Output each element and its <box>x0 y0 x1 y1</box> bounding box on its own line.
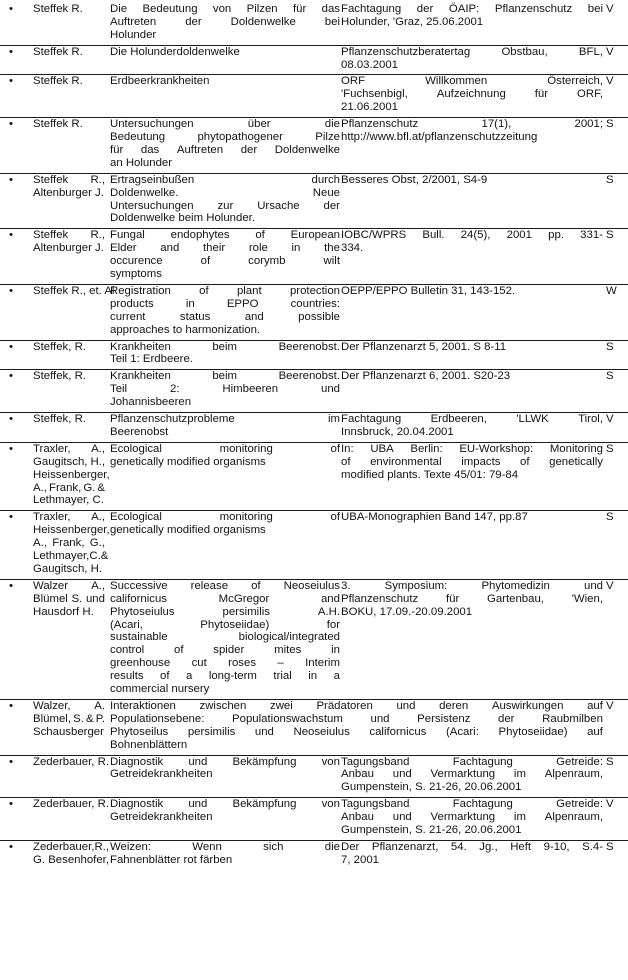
title-cell-line: products in EPPO countries: <box>110 297 340 310</box>
bullet-icon: • <box>9 511 13 524</box>
author-cell <box>33 700 105 739</box>
author-cell-line: Heissenberger, <box>33 524 110 537</box>
source-cell-line: Besseres Obst, 2/2001, S4-9 <box>341 173 488 186</box>
title-cell <box>110 118 340 170</box>
type-code: S <box>606 840 614 853</box>
author-cell-line: Steffek R. <box>33 45 83 58</box>
source-cell-line: Innsbruck, 20.04.2001 <box>341 425 454 438</box>
author-cell <box>33 118 105 131</box>
source-cell-line: modified plants. Texte 45/01: 79-84 <box>341 468 519 481</box>
title-cell-line: Holunder <box>110 28 157 41</box>
author-cell-line: Lethmayer, C. <box>33 494 104 507</box>
source-cell-line: 08.03.2001 <box>341 58 399 71</box>
type-code: V <box>606 798 614 811</box>
publication-entry <box>0 174 628 230</box>
author-cell-line: A., Frank, G. & <box>33 481 105 494</box>
author-cell <box>33 840 109 867</box>
title-cell-line: Populationsebene: Populationswachstum und Persistenz der Raubmilben <box>110 712 603 725</box>
type-code: V <box>606 75 614 88</box>
source-cell-line: Fachtagung der ÖAIP: Pflanzenschutz bei <box>341 3 603 15</box>
bullet-icon: • <box>9 370 13 383</box>
title-cell <box>110 174 340 226</box>
source-cell-line: of environmental impacts of genetically <box>341 455 603 468</box>
source-cell-line: 'Fuchsenbigl, Aufzeichnung für ORF, <box>341 88 603 101</box>
title-cell <box>110 580 340 696</box>
publication-entry <box>0 75 628 118</box>
author-cell-line: Altenburger J. <box>33 186 104 199</box>
title-cell-line: Phytoseilus persimilis und Neoseiulus californicus (Acari: Phytoseiidae) auf <box>110 725 603 738</box>
publication-entry <box>0 413 628 443</box>
source-cell-line: OEPP/EPPO Bulletin 31, 143-152. <box>341 284 516 297</box>
author-cell-line: Steffek, R. <box>33 413 86 426</box>
bullet-icon: • <box>9 579 13 592</box>
bullet-icon: • <box>9 173 13 186</box>
source-cell <box>341 341 603 354</box>
bullet-icon: • <box>9 284 13 297</box>
bullet-icon: • <box>9 340 13 353</box>
author-cell <box>33 413 105 426</box>
bullet-icon: • <box>9 699 13 712</box>
title-cell-line: genetically modified organisms <box>110 524 266 537</box>
bullet-icon: • <box>9 45 13 58</box>
author-cell-line: Steffek R., et. Al <box>33 284 115 297</box>
title-cell-line: Teil 2: Himbeeren und <box>110 383 340 396</box>
author-cell-line: A., Frank, G., <box>33 537 105 550</box>
title-cell-line: an Holunder <box>110 156 173 169</box>
source-cell-line: 334. <box>341 242 364 255</box>
author-cell-line: Hausdorf H. <box>33 605 94 618</box>
title-cell <box>110 700 603 752</box>
source-cell-line: Tagungsband Fachtagung Getreide: <box>341 755 603 768</box>
author-cell-line: Steffek R. <box>33 118 83 131</box>
publication-entry <box>0 841 628 870</box>
author-cell-line: Traxler, A., <box>33 511 105 524</box>
title-cell-line: sustainable biological/integrated <box>110 631 340 644</box>
title-cell <box>110 841 340 867</box>
author-cell-line: Heissenberger, <box>33 468 110 481</box>
source-cell-line: 3. Symposium: Phytomedizin und <box>341 579 603 592</box>
source-cell-line: UBA-Monographien Band 147, pp.87 <box>341 511 528 524</box>
source-cell-line: 21.06.2001 <box>341 101 399 114</box>
title-cell-line: Getreidekrankheiten <box>110 768 213 781</box>
publication-list <box>0 3 628 870</box>
author-cell-line: Traxler, A., <box>33 442 105 455</box>
title-cell-line: commercial nursery <box>110 683 210 696</box>
author-cell <box>33 284 115 298</box>
source-cell-line: Der Pflanzenarzt 6, 2001. S20-23 <box>341 370 511 383</box>
title-cell-line: results of a long-term trial in a <box>110 670 340 683</box>
title-cell-line: Getreidekrankheiten <box>110 811 213 824</box>
publication-entry <box>0 756 628 799</box>
source-cell-line: Fachtagung Erdbeeren, 'LLWK Tirol, <box>341 413 603 426</box>
publication-entry <box>0 229 628 285</box>
title-cell-line: Registration of plant protection <box>110 284 340 297</box>
title-cell-line: Die Bedeutung von Pilzen für das <box>110 3 340 15</box>
title-cell-line: Bohnenblättern <box>110 738 188 751</box>
publication-entry <box>0 118 628 174</box>
title-cell <box>110 341 340 367</box>
source-cell-line: Pflanzenschutz für Gartenbau, 'Wien, <box>341 592 603 605</box>
title-cell-line: Successive release of Neoseiulus <box>110 579 340 592</box>
title-cell-line: current status and possible <box>110 310 340 323</box>
title-cell-line: Doldenwelke beim Holunder. <box>110 212 255 225</box>
title-cell-line: Diagnostik und Bekämpfung von <box>110 798 340 811</box>
title-cell <box>110 285 340 337</box>
author-cell <box>33 229 105 255</box>
author-cell <box>33 370 105 383</box>
publication-entry <box>0 580 628 700</box>
title-cell <box>110 798 340 824</box>
author-cell-line: Zederbauer, R., <box>33 840 109 853</box>
author-cell-line: Walzer A., <box>33 579 105 592</box>
source-cell <box>341 46 603 72</box>
type-code: V <box>606 3 614 15</box>
author-cell-line: Gaugitsch, H., <box>33 455 105 468</box>
source-cell-line: 7, 2001 <box>341 853 380 866</box>
type-code: S <box>606 118 614 131</box>
title-cell-line: Krankheiten beim Beerenobst. <box>110 340 340 353</box>
title-cell <box>110 46 340 59</box>
type-code: S <box>606 511 614 524</box>
author-cell-line: Blümel S. und <box>33 592 105 605</box>
title-cell-line: greenhouse cut roses – Interim <box>110 657 340 670</box>
source-cell-line: http://www.bfl.at/pflanzenschutzzeitung <box>341 131 538 144</box>
author-cell-line: Steffek R. <box>33 75 83 88</box>
title-cell <box>110 370 340 409</box>
source-cell-line: Der Pflanzenarzt 5, 2001. S 8-11 <box>341 340 507 353</box>
source-cell <box>341 75 603 114</box>
publication-entry <box>0 370 628 413</box>
title-cell-line: Beerenobst <box>110 425 169 438</box>
type-code: S <box>606 442 614 455</box>
title-cell <box>110 229 340 281</box>
title-cell <box>110 75 340 88</box>
title-cell-line: Erdbeerkrankheiten <box>110 75 210 88</box>
source-cell <box>341 3 603 29</box>
author-cell-line: Steffek R., <box>33 229 105 242</box>
source-cell <box>341 285 603 298</box>
bullet-icon: • <box>9 798 13 811</box>
source-cell <box>341 841 603 867</box>
type-code: S <box>606 173 614 186</box>
title-cell <box>110 413 340 439</box>
source-cell-line: Anbau und Vermarktung im Alpenraum, <box>341 768 603 781</box>
title-cell-line: Ertragseinbußen durch <box>110 173 340 186</box>
author-cell-line: Steffek R. <box>33 3 83 15</box>
title-cell-line: Pflanzenschutzprobleme im <box>110 413 340 426</box>
source-cell <box>341 511 603 524</box>
publication-entry <box>0 511 628 580</box>
source-cell-line: Gumpenstein, S. 21-26, 20.06.2001 <box>341 824 522 837</box>
title-cell-line: Johannisbeeren <box>110 396 192 409</box>
title-cell <box>110 511 340 537</box>
author-cell <box>33 580 105 619</box>
source-cell <box>341 413 603 439</box>
title-cell-line: Elder and their role in the <box>110 242 340 255</box>
type-code: S <box>606 340 614 353</box>
bullet-icon: • <box>9 3 13 15</box>
title-cell-line: Doldenwelke. Neue <box>110 186 340 199</box>
title-cell-line: Ecological monitoring of <box>110 511 340 524</box>
source-cell-line: Tagungsband Fachtagung Getreide: <box>341 798 603 811</box>
title-cell-line: Diagnostik und Bekämpfung von <box>110 755 340 768</box>
title-cell-line: Ecological monitoring of <box>110 442 340 455</box>
author-cell <box>33 75 105 88</box>
bullet-icon: • <box>9 229 13 242</box>
author-cell-line: Zederbauer, R. <box>33 755 109 768</box>
source-cell <box>341 580 603 619</box>
author-cell-line: Gaugitsch, H. <box>33 562 103 575</box>
author-cell <box>33 174 105 200</box>
title-cell-line: Untersuchungen über die <box>110 118 340 131</box>
author-cell <box>33 3 105 16</box>
source-cell <box>341 118 603 144</box>
type-code: S <box>606 229 614 242</box>
author-cell-line: Steffek R., <box>33 173 105 186</box>
title-cell-line: symptoms <box>110 268 162 281</box>
publication-entry <box>0 285 628 341</box>
title-cell-line: Fungal endophytes of European <box>110 229 340 242</box>
title-cell-line: Die Holunderdoldenwelke <box>110 45 240 58</box>
type-code: V <box>606 413 614 426</box>
author-cell <box>33 341 105 354</box>
author-cell-line: Blümel, S. & P. <box>33 712 105 725</box>
source-cell <box>341 370 603 383</box>
source-cell-line: Der Pflanzenarzt, 54. Jg., Heft 9-10, S.4- <box>341 840 603 853</box>
source-cell-line: ORF Willkommen Österreich, <box>341 75 603 88</box>
title-cell-line: Krankheiten beim Beerenobst. <box>110 370 340 383</box>
title-cell-line: Untersuchungen zur Ursache der <box>110 199 340 212</box>
author-cell-line: Zederbauer, R. <box>33 798 109 811</box>
type-code: S <box>606 370 614 383</box>
source-cell-line: IOBC/WPRS Bull. 24(5), 2001 pp. 331- <box>341 229 603 242</box>
author-cell-line: G. Besenhofer, <box>33 853 109 866</box>
publication-entry <box>0 46 628 76</box>
author-cell <box>33 798 109 811</box>
title-cell <box>110 3 340 42</box>
source-cell <box>341 443 603 482</box>
title-cell-line: approaches to harmonization. <box>110 323 261 336</box>
author-cell <box>33 442 110 508</box>
publication-entry <box>0 798 628 841</box>
bullet-icon: • <box>9 118 13 131</box>
title-cell-line: Weizen: Wenn sich die <box>110 840 340 853</box>
source-cell-line: Holunder, 'Graz, 25.06.2001 <box>341 15 484 28</box>
title-cell-line: (Acari, Phytoseiidae) for <box>110 618 340 631</box>
source-cell <box>341 229 603 255</box>
title-cell-line: Interaktionen zwischen zwei Prädatoren und deren Auswirkungen auf <box>110 699 603 712</box>
bullet-icon: • <box>9 840 13 853</box>
author-cell-line: Schausberger <box>33 725 104 738</box>
type-code: S <box>606 755 614 768</box>
title-cell-line: Fahnenblätter rot färben <box>110 853 233 866</box>
author-cell-line: Steffek, R. <box>33 340 86 353</box>
author-cell-line: Steffek, R. <box>33 370 86 383</box>
title-cell-line: occurence of corymb wilt <box>110 255 340 268</box>
author-cell-line: Lethmayer, C. & <box>33 550 109 563</box>
title-cell-line: californicus McGregor and <box>110 592 340 605</box>
author-cell <box>33 511 110 576</box>
title-cell <box>110 443 340 469</box>
title-cell-line: control of spider mites in <box>110 644 340 657</box>
title-cell-line: Phytoseiulus persimilis A.H. <box>110 605 340 618</box>
source-cell-line: Pflanzenschutzberatertag Obstbau, BFL, <box>341 45 603 58</box>
title-cell-line: genetically modified organisms <box>110 455 266 468</box>
type-code: W <box>606 284 617 297</box>
source-cell-line: In: UBA Berlin: EU-Workshop: Monitoring <box>341 442 603 455</box>
title-cell <box>110 756 340 782</box>
source-cell-line: Pflanzenschutz 17(1), 2001; <box>341 118 603 131</box>
type-code: V <box>606 45 614 58</box>
bullet-icon: • <box>9 75 13 88</box>
publication-entry <box>0 700 628 756</box>
author-cell <box>33 46 105 59</box>
source-cell-line: BOKU, 17.09.-20.09.2001 <box>341 605 473 618</box>
author-cell-line: Walzer, A. <box>33 699 105 712</box>
publication-entry <box>0 443 628 512</box>
bullet-icon: • <box>9 755 13 768</box>
source-cell <box>341 174 603 187</box>
title-cell-line: Bedeutung phytopathogener Pilze <box>110 131 340 144</box>
bullet-icon: • <box>9 442 13 455</box>
type-code: V <box>606 699 614 712</box>
title-cell-line: für das Auftreten der Doldenwelke <box>110 143 340 156</box>
type-code: V <box>606 579 614 592</box>
source-cell <box>341 798 603 837</box>
source-cell <box>341 756 603 795</box>
bullet-icon: • <box>9 413 13 426</box>
author-cell <box>33 755 109 769</box>
title-cell-line: Auftreten der Doldenwelke bei <box>110 15 340 28</box>
source-cell-line: Anbau und Vermarktung im Alpenraum, <box>341 811 603 824</box>
source-cell-line: Gumpenstein, S. 21-26, 20.06.2001 <box>341 781 522 794</box>
publication-entry <box>0 3 628 46</box>
author-cell-line: Altenburger J. <box>33 242 104 255</box>
title-cell-line: Teil 1: Erdbeere. <box>110 353 193 366</box>
publication-entry <box>0 341 628 371</box>
